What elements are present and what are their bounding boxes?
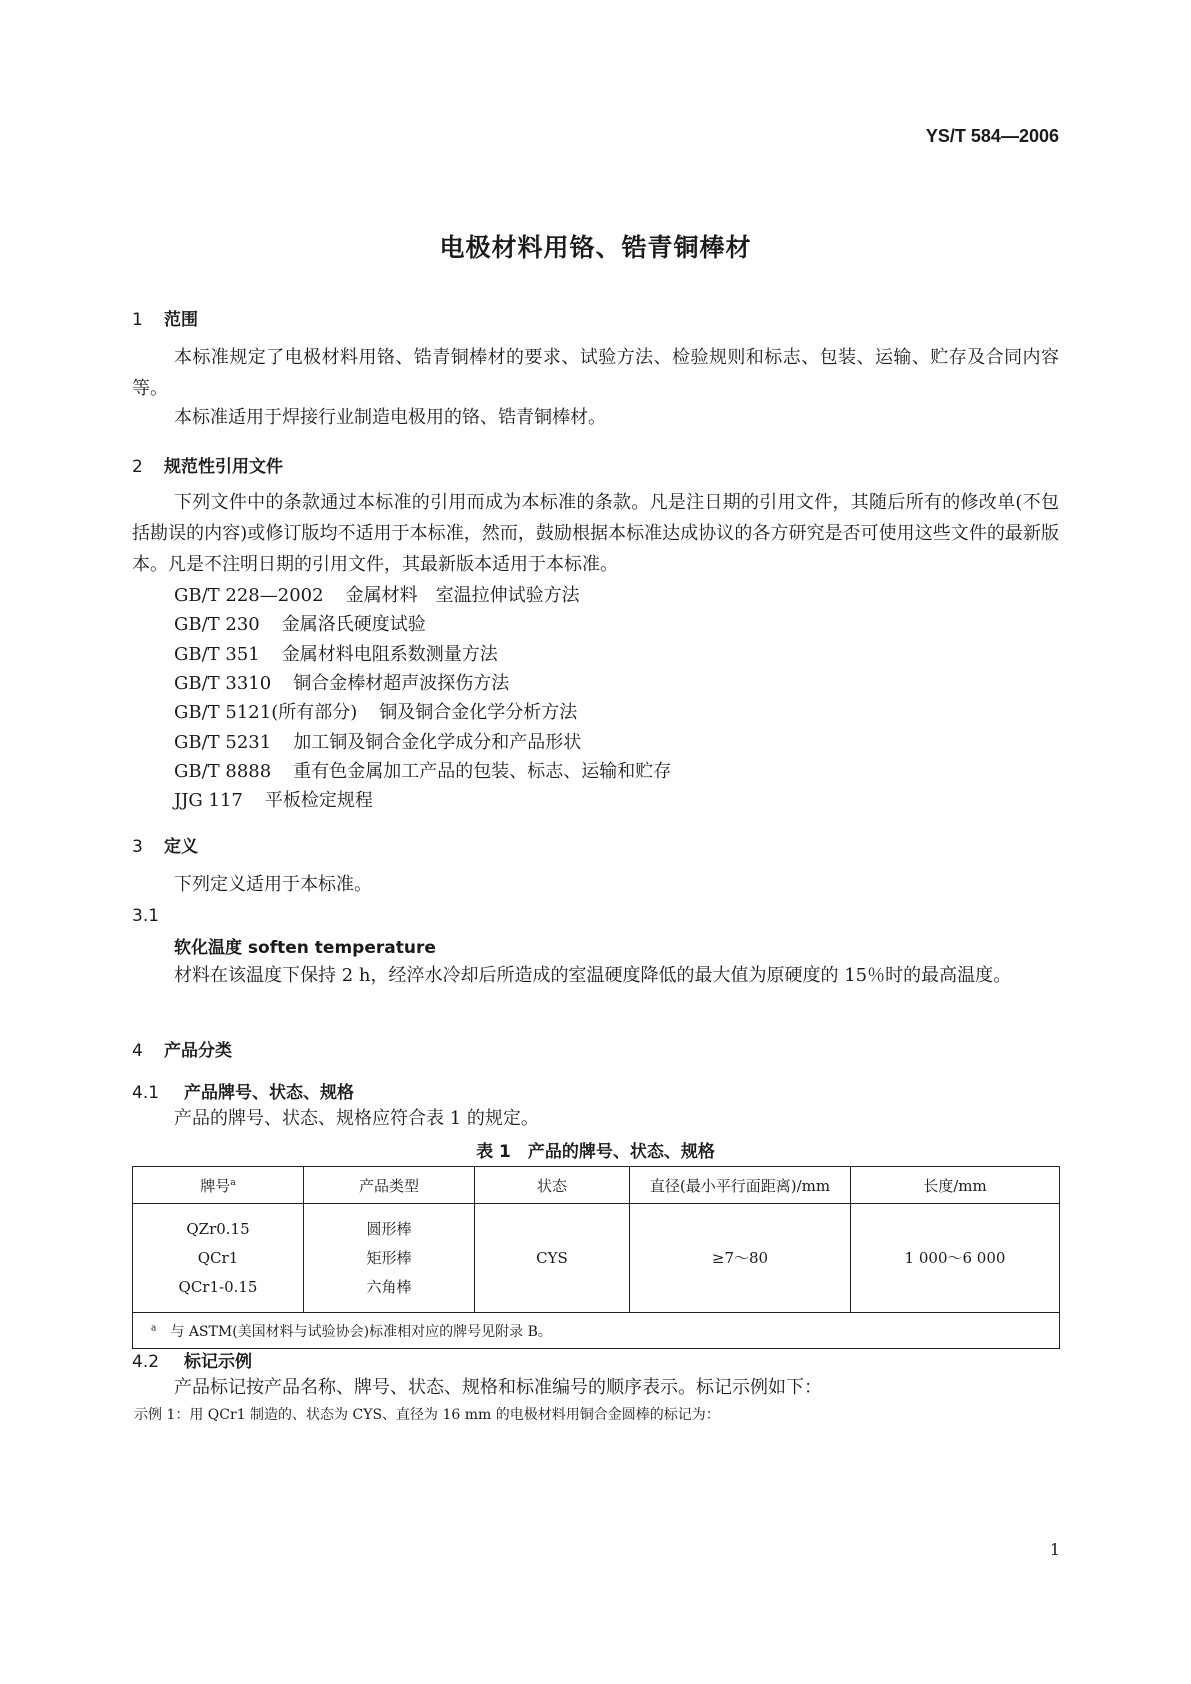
reference-code: GB/T 3310	[174, 673, 272, 694]
reference-item	[174, 581, 580, 607]
table-1	[132, 1166, 1060, 1349]
section-number: 3	[132, 837, 143, 857]
reference-name: 加工铜及铜合金化学成分和产品形状	[293, 732, 582, 753]
section-number: 4.1	[132, 1083, 160, 1103]
type-value: 圆形棒	[366, 1219, 412, 1238]
reference-item	[174, 757, 671, 783]
table-footnote	[133, 1313, 1060, 1349]
standard-number: YS/T 584—2006	[925, 126, 1059, 146]
example-line: 示例 1：用 QCr1 制造的、状态为 CYS、直径为 16 mm 的电极材料用铜合金圆棒的标记为：	[134, 1407, 720, 1423]
grade-value: QCr1	[197, 1248, 239, 1267]
reference-item	[174, 698, 577, 724]
reference-name: 重有色金属加工产品的包装、标志、运输和贮存	[293, 761, 672, 782]
cell-types	[304, 1204, 475, 1313]
cell-state: CYS	[475, 1204, 630, 1313]
section-2-heading	[132, 452, 283, 477]
reference-name: 金属材料 室温拉伸试验方法	[345, 585, 580, 606]
reference-item	[174, 610, 426, 636]
table-footnote-row	[133, 1313, 1060, 1349]
page-number: 1	[1049, 1540, 1060, 1559]
reference-code: JJG 117	[174, 790, 243, 811]
reference-code: GB/T 5121(所有部分)	[174, 702, 358, 723]
section-title: 规范性引用文件	[164, 457, 283, 477]
reference-name: 铜及铜合金化学分析方法	[379, 702, 578, 723]
section-number: 4	[132, 1041, 143, 1061]
section-3-paragraph-1: 下列定义适用于本标准。	[174, 874, 372, 895]
reference-name: 金属材料电阻系数测量方法	[281, 644, 498, 665]
col-header-diameter: 直径(最小平行面距离)/mm	[630, 1167, 851, 1204]
table-row	[133, 1204, 1060, 1313]
term-definition: 材料在该温度下保持 2 h，经淬水冷却后所造成的室温硬度降低的最大值为原硬度的 15％时的最高温度。	[174, 965, 1012, 986]
grade-value: QCr1-0.15	[178, 1277, 258, 1296]
term-heading: 软化温度 soften temperature	[174, 938, 436, 958]
reference-code: GB/T 351	[174, 644, 260, 665]
section-number: 4.2	[132, 1352, 160, 1372]
section-number: 1	[132, 310, 143, 330]
grade-value: QZr0.15	[186, 1219, 250, 1238]
reference-name: 金属洛氏硬度试验	[281, 614, 426, 635]
subsection-3-1-number: 3.1	[132, 906, 160, 926]
reference-code: GB/T 228—2002	[174, 585, 324, 606]
reference-item	[174, 786, 373, 812]
section-1-paragraph-1: 本标准规定了电极材料用铬、锆青铜棒材的要求、试验方法、检验规则和标志、包装、运输、贮存及合同内容等。	[132, 347, 1059, 399]
reference-code: GB/T 5231	[174, 732, 272, 753]
subsection-4-1-heading	[132, 1078, 354, 1103]
footnote-mark: a	[230, 1177, 236, 1188]
reference-item	[174, 728, 581, 754]
type-value: 六角棒	[366, 1277, 412, 1296]
section-title: 标记示例	[184, 1352, 252, 1372]
section-1-heading	[132, 305, 198, 330]
col-header-grade: 牌号$^a$	[133, 1167, 304, 1204]
cell-diameter: ≥7～80	[630, 1204, 851, 1313]
document-title: 电极材料用铬、锆青铜棒材	[439, 233, 752, 262]
cell-grades	[133, 1204, 304, 1313]
section-title: 产品牌号、状态、规格	[184, 1083, 354, 1103]
cell-length: 1 000～6 000	[851, 1204, 1060, 1313]
type-value: 矩形棒	[366, 1248, 412, 1267]
section-title: 定义	[164, 837, 198, 857]
reference-item	[174, 640, 498, 666]
section-2-paragraph-1: 下列文件中的条款通过本标准的引用而成为本标准的条款。凡是注日期的引用文件，其随后所有的修改单(不包括勘误的内容)或修订版均不适用于本标准，然而，鼓励根据本标准达成协议的各方研究是否可使用这些文件的最新版本。凡是不注明日期的引用文件，其最新版本适用于本标准。	[132, 492, 1059, 575]
subsection-4-2-heading	[132, 1347, 252, 1372]
section-number: 2	[132, 457, 143, 477]
reference-name: 铜合金棒材超声波探伤方法	[293, 673, 510, 694]
table-1-caption: 表 1 产品的牌号、状态、规格	[476, 1142, 715, 1162]
footnote-mark: a	[151, 1322, 157, 1333]
reference-item	[174, 669, 509, 695]
subsection-4-1-paragraph: 产品的牌号、状态、规格应符合表 1 的规定。	[174, 1108, 539, 1129]
section-3-heading	[132, 832, 198, 857]
table-header-row	[133, 1167, 1060, 1204]
col-header-type: 产品类型	[304, 1167, 475, 1204]
section-4-heading	[132, 1036, 232, 1061]
section-title: 产品分类	[164, 1041, 232, 1061]
section-1-paragraph-2: 本标准适用于焊接行业制造电极用的铬、锆青铜棒材。	[174, 407, 606, 428]
subsection-4-2-paragraph: 产品标记按产品名称、牌号、状态、规格和标准编号的顺序表示。标记示例如下：	[174, 1377, 822, 1398]
reference-code: GB/T 8888	[174, 761, 272, 782]
col-header-state: 状态	[475, 1167, 630, 1204]
footnote-text: 与 ASTM(美国材料与试验协会)标准相对应的牌号见附录 B。	[170, 1323, 552, 1340]
reference-code: GB/T 230	[174, 614, 260, 635]
col-header-length: 长度/mm	[851, 1167, 1060, 1204]
section-title: 范围	[164, 310, 198, 330]
reference-name: 平板检定规程	[264, 790, 373, 811]
